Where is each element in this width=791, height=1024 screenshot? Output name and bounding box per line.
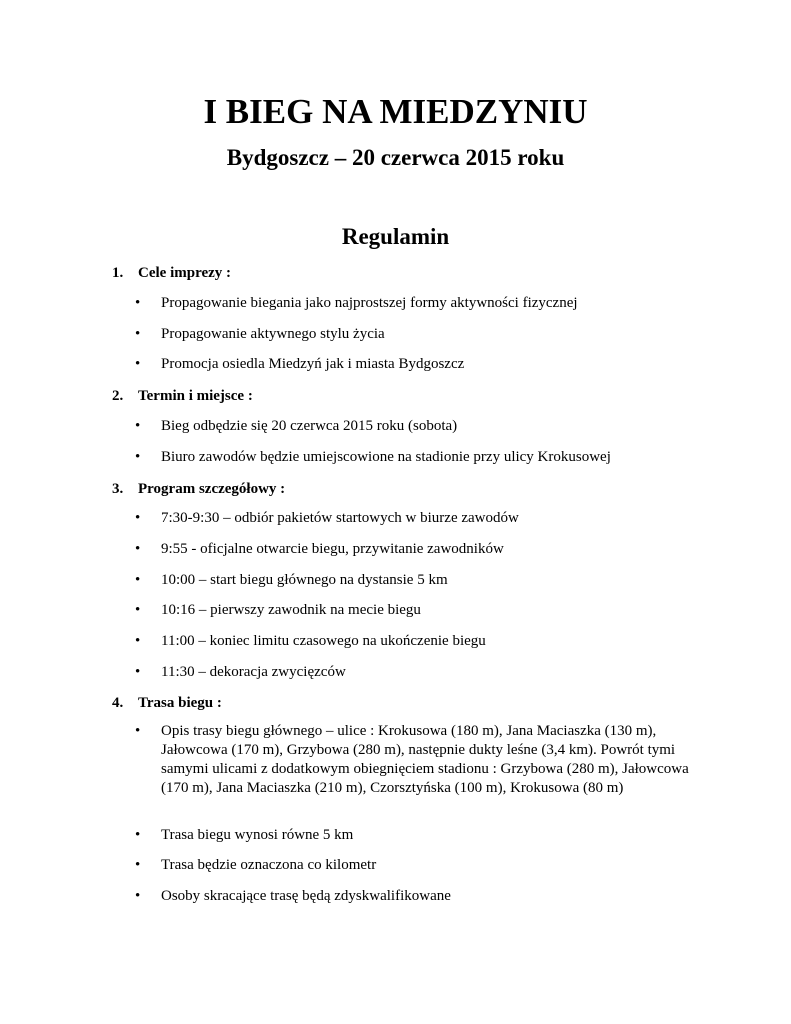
document-subtitle: Bydgoszcz – 20 czerwca 2015 roku — [226, 145, 565, 170]
bullet-icon: • — [135, 295, 141, 311]
bullet-icon: • — [135, 449, 141, 465]
list-item: • Opis trasy biegu głównego – ulice : Krokusowa (180 m), Jana Maciaszka (130 m), Jałowcowa (170 m), Grzybowa (280 m), następnie dukty leśne (3,4 km). Powrót tymi samymi ulicami z dodatkowym obiegnięciem stadionu : Grzybowa (280 m), Jałowcowa (170 m), Jana Maciaszka (210 m), Czorsztyńska (100 m), Krokusowa (80 m) — [135, 723, 689, 796]
bullet-icon: • — [135, 326, 141, 342]
bullet-icon: • — [135, 418, 141, 434]
list-item: • 7:30-9:30 – odbiór pakietów startowych w biurze zawodów — [135, 510, 519, 526]
list-item: • Propagowanie aktywnego stylu życia — [135, 326, 385, 342]
list-item: • Osoby skracające trasę będą zdyskwalifikowane — [135, 888, 451, 904]
section-number: 4. — [112, 695, 124, 711]
section-heading-program — [112, 479, 285, 499]
list-item: • 10:00 – start biegu głównego na dystansie 5 km — [135, 572, 448, 588]
section-title: Program szczegółowy : — [138, 481, 286, 497]
regulations-heading: Regulamin — [341, 224, 450, 249]
section-title: Cele imprezy : — [138, 265, 232, 281]
list-item: • 11:00 – koniec limitu czasowego na ukończenie biegu — [135, 633, 486, 649]
bullet-icon: • — [135, 541, 141, 557]
section-heading-goals — [112, 263, 231, 283]
list-item: • 11:30 – dekoracja zwycięzców — [135, 664, 346, 680]
section-heading-route — [112, 693, 222, 713]
section-title: Trasa biegu : — [138, 695, 222, 711]
document-title: I BIEG NA MIEDZYNIU — [203, 92, 588, 131]
bullet-icon: • — [135, 572, 141, 588]
bullet-icon: • — [135, 633, 141, 649]
list-item: • Promocja osiedla Miedzyń jak i miasta Bydgoszcz — [135, 356, 465, 372]
section-title: Termin i miejsce : — [138, 388, 253, 404]
list-item: • Trasa biegu wynosi równe 5 km — [135, 827, 354, 843]
bullet-icon: • — [135, 356, 141, 372]
section-number: 2. — [112, 388, 124, 404]
section-heading-date-place — [112, 386, 253, 406]
bullet-icon: • — [135, 857, 141, 873]
bullet-icon: • — [135, 723, 141, 739]
bullet-icon: • — [135, 602, 141, 618]
list-item: • 10:16 – pierwszy zawodnik na mecie biegu — [135, 602, 421, 618]
list-item: • Trasa będzie oznaczona co kilometr — [135, 857, 377, 873]
list-item: • 9:55 - oficjalne otwarcie biegu, przywitanie zawodników — [135, 541, 504, 557]
list-item: • Biuro zawodów będzie umiejscowione na stadionie przy ulicy Krokusowej — [135, 449, 611, 465]
bullet-icon: • — [135, 888, 141, 904]
section-number: 3. — [112, 481, 124, 497]
bullet-icon: • — [135, 664, 141, 680]
bullet-icon: • — [135, 827, 141, 843]
bullet-icon: • — [135, 510, 141, 526]
section-number: 1. — [112, 265, 124, 281]
list-item: • Bieg odbędzie się 20 czerwca 2015 roku (sobota) — [135, 418, 458, 434]
list-item: • Propagowanie biegania jako najprostszej formy aktywności fizycznej — [135, 295, 578, 311]
